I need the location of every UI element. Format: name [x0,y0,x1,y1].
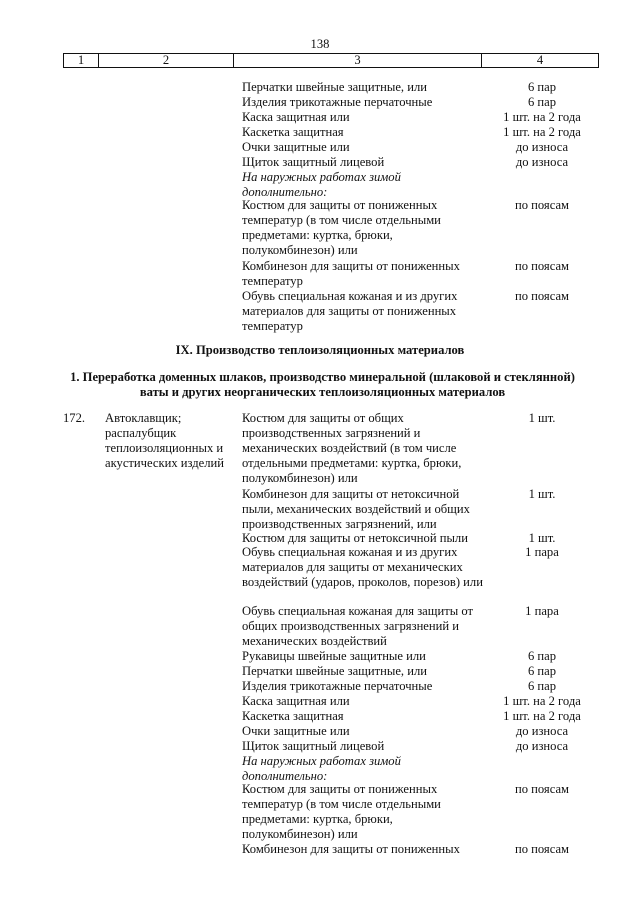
list-item-qty: 6 пар [527,649,557,663]
list-item-qty: 1 шт. на 2 года [503,125,581,139]
list-item-qty: до износа [515,140,569,154]
list-item: Очки защитные или [242,724,350,738]
list-item-qty: 1 шт. на 2 года [503,709,581,723]
list-item: Комбинезон для защиты от нетоксичной пыли, механических воздействий и общих производственных загрязнений, или [242,487,470,531]
table-header [63,53,599,68]
row-number: 172. [63,411,86,425]
list-item-qty: 1 шт. на 2 года [503,694,581,708]
profession-name: Автоклавщик; распалубщик теплоизоляционных и акустических изделий [105,411,225,470]
list-item-qty: 1 пара [525,545,559,559]
list-item-qty: 6 пар [527,664,557,678]
list-item: Щиток защитный лицевой [242,155,385,169]
list-item-qty: 6 пар [527,679,557,693]
list-item-qty: до износа [515,739,569,753]
header-col-2: 2 [99,54,234,67]
list-item: Перчатки швейные защитные, или [242,664,427,678]
list-item: Обувь специальная кожаная для защиты от общих производственных загрязнений и механических воздействий [242,604,473,648]
winter-note: На наружных работах зимой дополнительно: [242,170,401,199]
list-item-qty: 1 шт. на 2 года [503,110,581,124]
list-item-qty: 1 шт. [528,487,556,501]
list-item: Костюм для защиты от пониженных температур (в том числе отдельными предметами: куртка, брюки, полукомбинезон) или [242,782,441,841]
list-item: Обувь специальная кожаная и из других материалов для защиты от механических воздействий (ударов, проколов, порезов) или [242,545,483,589]
list-item-qty: 1 шт. [528,531,556,545]
list-item-qty: 1 шт. [528,411,556,425]
section-title: IX. Производство теплоизоляционных материалов [175,343,465,357]
list-item: Изделия трикотажные перчаточные [242,95,433,109]
list-item-qty: по поясам [514,198,570,212]
list-item: Комбинезон для защиты от пониженных [242,842,460,856]
header-col-3: 3 [234,54,482,67]
list-item: Перчатки швейные защитные, или [242,80,427,94]
list-item-qty: по поясам [514,259,570,273]
list-item-qty: по поясам [514,782,570,796]
list-item-qty: до износа [515,724,569,738]
list-item-qty: 6 пар [527,95,557,109]
list-item: Каска защитная или [242,694,350,708]
list-item: Каскетка защитная [242,709,344,723]
header-col-4: 4 [536,53,544,67]
header-col-1: 1 [64,54,99,67]
list-item: Костюм для защиты от нетоксичной пыли [242,531,468,545]
list-item: Обувь специальная кожаная и из других материалов для защиты от пониженных температур [242,289,458,333]
list-item: Каскетка защитная [242,125,344,139]
list-item: Щиток защитный лицевой [242,739,385,753]
list-item-qty: 1 пара [525,604,559,618]
subsection-title: 1. Переработка доменных шлаков, производство минеральной (шлаковой и стеклянной) ваты и других неорганических теплоизоляционных материалов [70,370,575,399]
list-item: Изделия трикотажные перчаточные [242,679,433,693]
list-item: Костюм для защиты от пониженных температур (в том числе отдельными предметами: куртка, брюки, полукомбинезон) или [242,198,441,257]
list-item: Рукавицы швейные защитные или [242,649,426,663]
page-number: 138 [310,37,330,51]
list-item: Каска защитная или [242,110,350,124]
list-item-qty: до износа [515,155,569,169]
list-item: Костюм для защиты от общих производственных загрязнений и механических воздействий (в том числе отдельными предметами: куртка, брюки, полукомбинезон) или [242,411,462,485]
list-item: Очки защитные или [242,140,350,154]
list-item: Комбинезон для защиты от пониженных температур [242,259,460,288]
list-item-qty: 6 пар [527,80,557,94]
list-item-qty: по поясам [514,289,570,303]
list-item-qty: по поясам [514,842,570,856]
winter-note: На наружных работах зимой дополнительно: [242,754,401,783]
